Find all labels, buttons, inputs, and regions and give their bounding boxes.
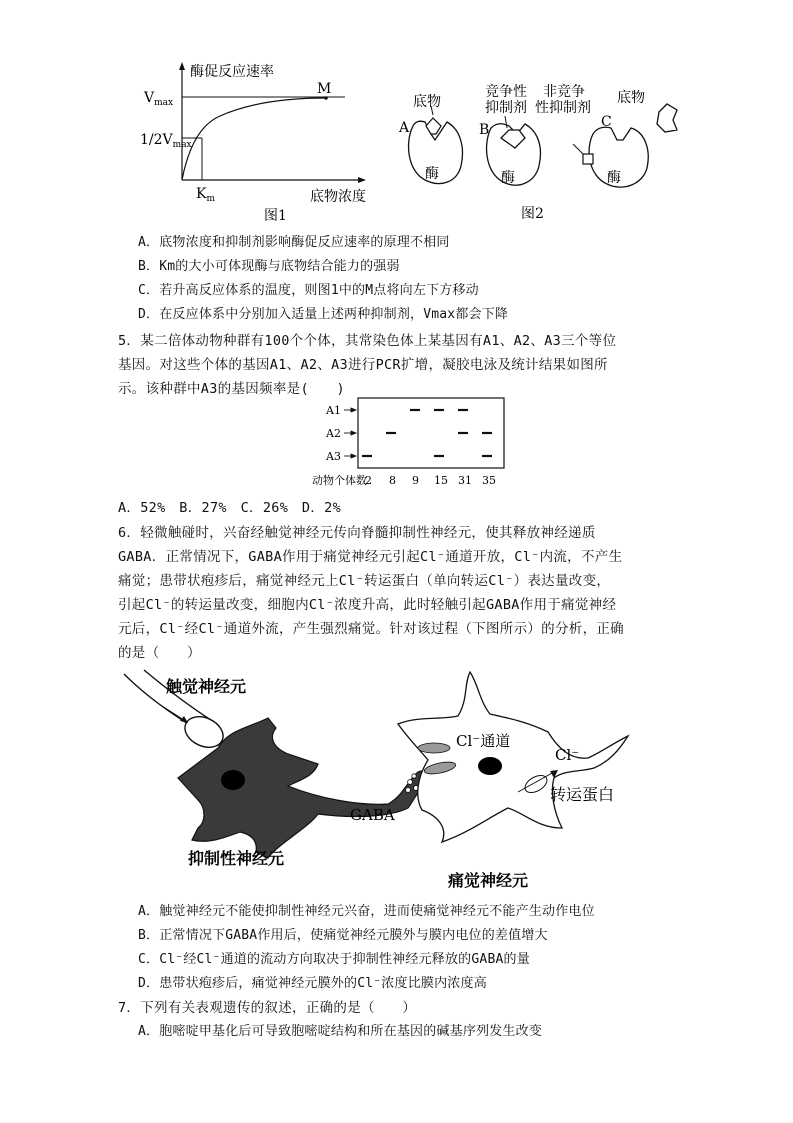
svg-text:酶: 酶 xyxy=(425,166,439,182)
cl-channel-1 xyxy=(418,743,450,753)
svg-text:竞争性: 竞争性 xyxy=(485,84,527,100)
gel-row-a1: A1 xyxy=(326,404,341,417)
q5-line-1: 5．某二倍体动物种群有100个个体，其常染色体上某基因有A1、A2、A3三个等位 xyxy=(118,333,617,349)
neuron-diagram xyxy=(118,668,668,893)
svg-text:B: B xyxy=(479,122,490,138)
gel-row-a2: A2 xyxy=(326,427,341,440)
q4-option-a: A．底物浓度和抑制剂影响酶促反应速率的原理不相同 xyxy=(138,235,450,250)
noncompetitive-inhibitor xyxy=(583,154,593,164)
q6-line-1: 6．轻微触碰时，兴奋经触觉神经元传向脊髓抑制性神经元，使其释放神经递质 xyxy=(118,525,596,541)
inhibitory-nucleus xyxy=(221,770,245,790)
q4-option-d: D．在反应体系中分别加入适量上述两种抑制剂，Vmax都会下降 xyxy=(138,307,509,322)
q5-line-2: 基因。对这些个体的基因A1、A2、A3进行PCR扩增，凝胶电泳及统计结果如图所 xyxy=(118,357,608,373)
svg-text:1/2Vmax: $1/2V_{max}$ xyxy=(140,132,192,150)
svg-text:非竞争: 非竞争 xyxy=(543,84,585,100)
label-cl-ion: Cl⁻ xyxy=(555,746,580,764)
gel-electrophoresis xyxy=(310,392,510,492)
figure-1-graph xyxy=(140,58,370,223)
label-gaba: GABA xyxy=(350,806,395,824)
q6-line-6: 的是（ ） xyxy=(118,645,201,661)
label-cl-channel: Cl⁻通道 xyxy=(456,732,511,750)
fig1-ylabel: 酶促反应速率 xyxy=(190,64,274,80)
svg-text:15: 15 xyxy=(434,474,448,487)
q6-option-d: D．患带状疱疹后，痛觉神经元膜外的Cl⁻浓度比膜内浓度高 xyxy=(138,976,487,991)
figure-2-diagram xyxy=(395,82,685,222)
svg-text:抑制剂: 抑制剂 xyxy=(485,100,527,116)
svg-text:A: A xyxy=(399,120,410,136)
label-transporter: 转运蛋白 xyxy=(550,785,615,804)
svg-text:性抑制剂: 性抑制剂 xyxy=(535,100,591,116)
svg-text:31: 31 xyxy=(458,474,472,487)
q6-line-2: GABA．正常情况下，GABA作用于痛觉神经元引起Cl⁻通道开放，Cl⁻内流，不产生 xyxy=(118,549,623,565)
label-m: M xyxy=(317,81,332,97)
svg-text:Vmax: $V_{max}$ xyxy=(144,90,174,108)
q6-option-c: C．Cl⁻经Cl⁻通道的流动方向取决于抑制性神经元释放的GABA的量 xyxy=(138,952,530,967)
svg-text:酶: 酶 xyxy=(607,170,621,186)
fig1-caption: 图1 xyxy=(264,208,287,223)
label-pain-neuron: 痛觉神经元 xyxy=(448,871,529,890)
q5-options: A．52% B．27% C．26% D．2% xyxy=(118,500,342,516)
fig1-xlabel: 底物浓度 xyxy=(310,189,366,205)
q4-option-b: B．Km的大小可体现酶与底物结合能力的强弱 xyxy=(138,259,400,274)
svg-text:底物: 底物 xyxy=(413,94,441,110)
svg-text:2: 2 xyxy=(365,474,372,487)
svg-text:酶: 酶 xyxy=(501,170,515,186)
q4-option-c: C．若升高反应体系的温度，则图1中的M点将向左下方移动 xyxy=(138,283,479,298)
svg-text:C: C xyxy=(601,114,612,130)
svg-text:Km: $K_m$ xyxy=(196,186,216,204)
curve xyxy=(182,98,326,180)
gel-xlabel: 动物个体数 xyxy=(312,474,367,487)
q6-line-3: 痛觉；患带状疱疹后，痛觉神经元上Cl⁻转运蛋白（单向转运Cl⁻）表达量改变， xyxy=(118,573,611,589)
label-inhibitory-neuron: 抑制性神经元 xyxy=(188,849,285,868)
gel-row-a3: A3 xyxy=(326,450,341,463)
q6-option-a: A．触觉神经元不能使抑制性神经元兴奋，进而使痛觉神经元不能产生动作电位 xyxy=(138,904,595,919)
q6-option-b: B．正常情况下GABA作用后，使痛觉神经元膜外与膜内电位的差值增大 xyxy=(138,928,548,943)
q7-stem: 7．下列有关表观遗传的叙述，正确的是（ ） xyxy=(118,1000,417,1016)
fig2-caption: 图2 xyxy=(521,206,544,222)
pain-nucleus xyxy=(478,757,502,775)
q7-option-a: A．胞嘧啶甲基化后可导致胞嘧啶结构和所在基因的碱基序列发生改变 xyxy=(138,1024,543,1039)
svg-text:35: 35 xyxy=(482,474,496,487)
svg-text:底物: 底物 xyxy=(617,90,645,106)
q6-line-5: 元后，Cl⁻经Cl⁻通道外流，产生强烈痛觉。针对该过程（下图所示）的分析，正确 xyxy=(118,621,624,637)
q5-line-3: 示。该种群中A3的基因频率是( ) xyxy=(118,381,345,397)
q6-line-4: 引起Cl⁻的转运量改变，细胞内Cl⁻浓度升高，此时轻触引起GABA作用于痛觉神经 xyxy=(118,597,617,613)
substrate-c xyxy=(657,104,677,132)
pain-neuron xyxy=(398,672,628,842)
label-touch-neuron: 触觉神经元 xyxy=(166,677,247,696)
svg-text:9: 9 xyxy=(412,474,419,487)
svg-text:8: 8 xyxy=(389,474,396,487)
